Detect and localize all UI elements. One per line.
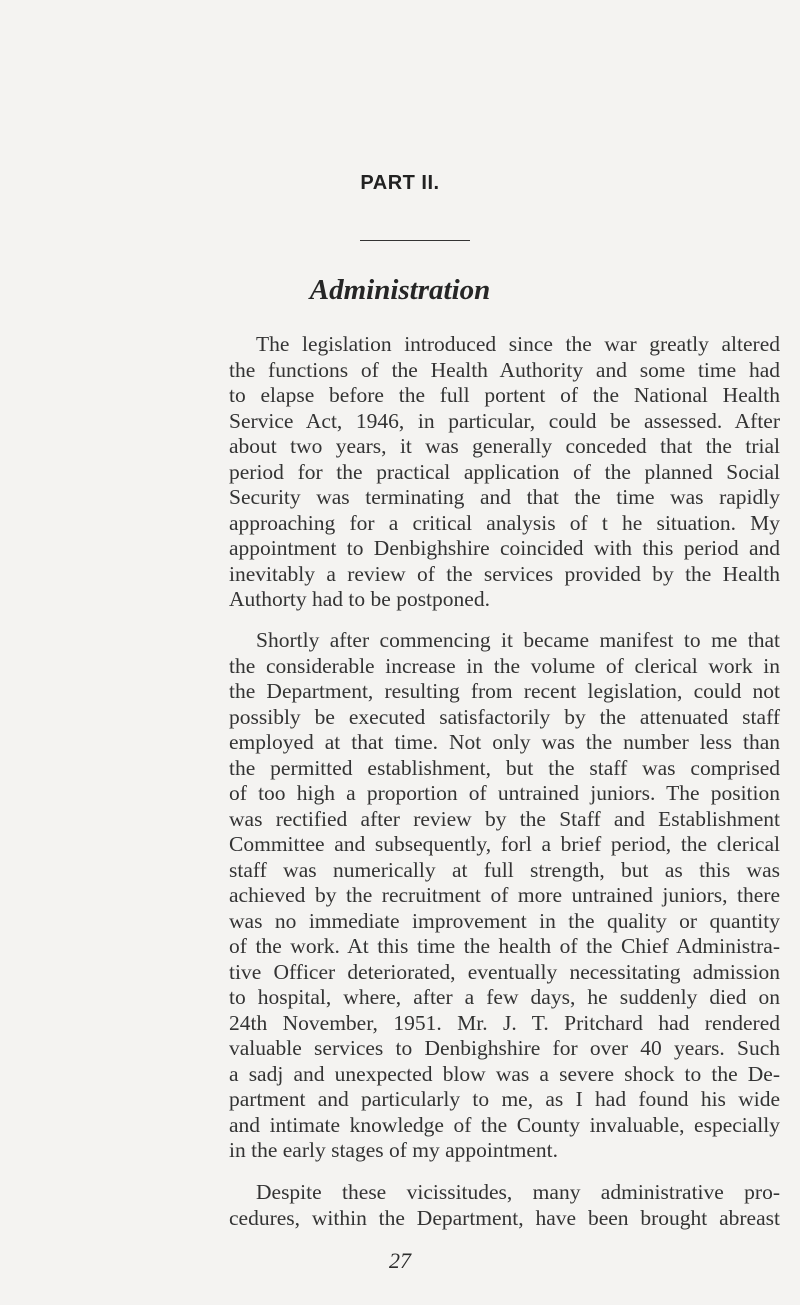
text-line: achieved by the recruitment of more untrained juniors, there — [229, 883, 780, 907]
text-line: approaching for a critical analysis of t he situation. My — [229, 510, 780, 535]
text-line: Committee and subsequently, forl a brief period, the clerical — [229, 832, 780, 856]
text-line: of too high a proportion of untrained juniors. The position — [229, 781, 780, 805]
text-line: period for the practical application of the planned Social — [229, 459, 780, 484]
text-line: appointment to Denbighshire coincided with this period and — [229, 536, 780, 560]
text-line: Despite these vicissitudes, many administrative pro- — [256, 1180, 780, 1204]
text-line: the permitted establishment, but the staff was comprised — [229, 755, 780, 780]
text-line: a sadj and unexpected blow was a severe shock to the De- — [229, 1061, 780, 1086]
text-line: about two years, it was generally conceded that the trial — [229, 434, 780, 458]
text-line: in the early stages of my appointment. — [229, 1138, 558, 1162]
text-line: employed at that time. Not only was the number less than — [229, 730, 780, 754]
text-line: Authorty had to be postponed. — [229, 587, 490, 611]
text-line: Shortly after commencing it became manifest to me that — [256, 628, 780, 652]
heading-divider — [360, 240, 470, 241]
text-line: tive Officer deteriorated, eventually necessitating admission — [229, 959, 780, 984]
text-line: the Department, resulting from recent legislation, could not — [229, 679, 780, 703]
text-line: the considerable increase in the volume of clerical work in — [229, 653, 780, 678]
text-line: possibly be executed satisfactorily by the attenuated staff — [229, 704, 780, 729]
text-line: Service Act, 1946, in particular, could be assessed. After — [229, 408, 780, 433]
text-line: the functions of the Health Authority and some time had — [229, 357, 780, 382]
text-line: inevitably a review of the services provided by the Health — [229, 561, 780, 586]
text-line: was no immediate improvement in the quality or quantity — [229, 908, 780, 933]
text-line: to hospital, where, after a few days, he suddenly died on — [229, 985, 780, 1009]
text-line: partment and particularly to me, as I had found his wide — [229, 1087, 780, 1111]
part-heading: PART II. — [360, 172, 440, 194]
text-line: and intimate knowledge of the County invaluable, especially — [229, 1112, 780, 1137]
text-line: 24th November, 1951. Mr. J. T. Pritchard had rendered — [229, 1010, 780, 1035]
text-line: staff was numerically at full strength, but as this was — [229, 857, 780, 882]
text-line: of the work. At this time the health of the Chief Administra- — [229, 934, 780, 958]
text-line: was rectified after review by the Staff and Establishment — [229, 806, 780, 831]
text-line: to elapse before the full portent of the National Health — [229, 383, 780, 407]
section-title: Administration — [309, 274, 491, 306]
text-line: Security was terminating and that the time was rapidly — [229, 485, 780, 509]
text-line: valuable services to Denbighshire for over 40 years. Such — [229, 1036, 780, 1060]
page-number: 27 — [389, 1248, 411, 1273]
text-line: cedures, within the Department, have been brought abreast — [229, 1205, 780, 1230]
text-line: The legislation introduced since the war greatly altered — [256, 332, 780, 356]
